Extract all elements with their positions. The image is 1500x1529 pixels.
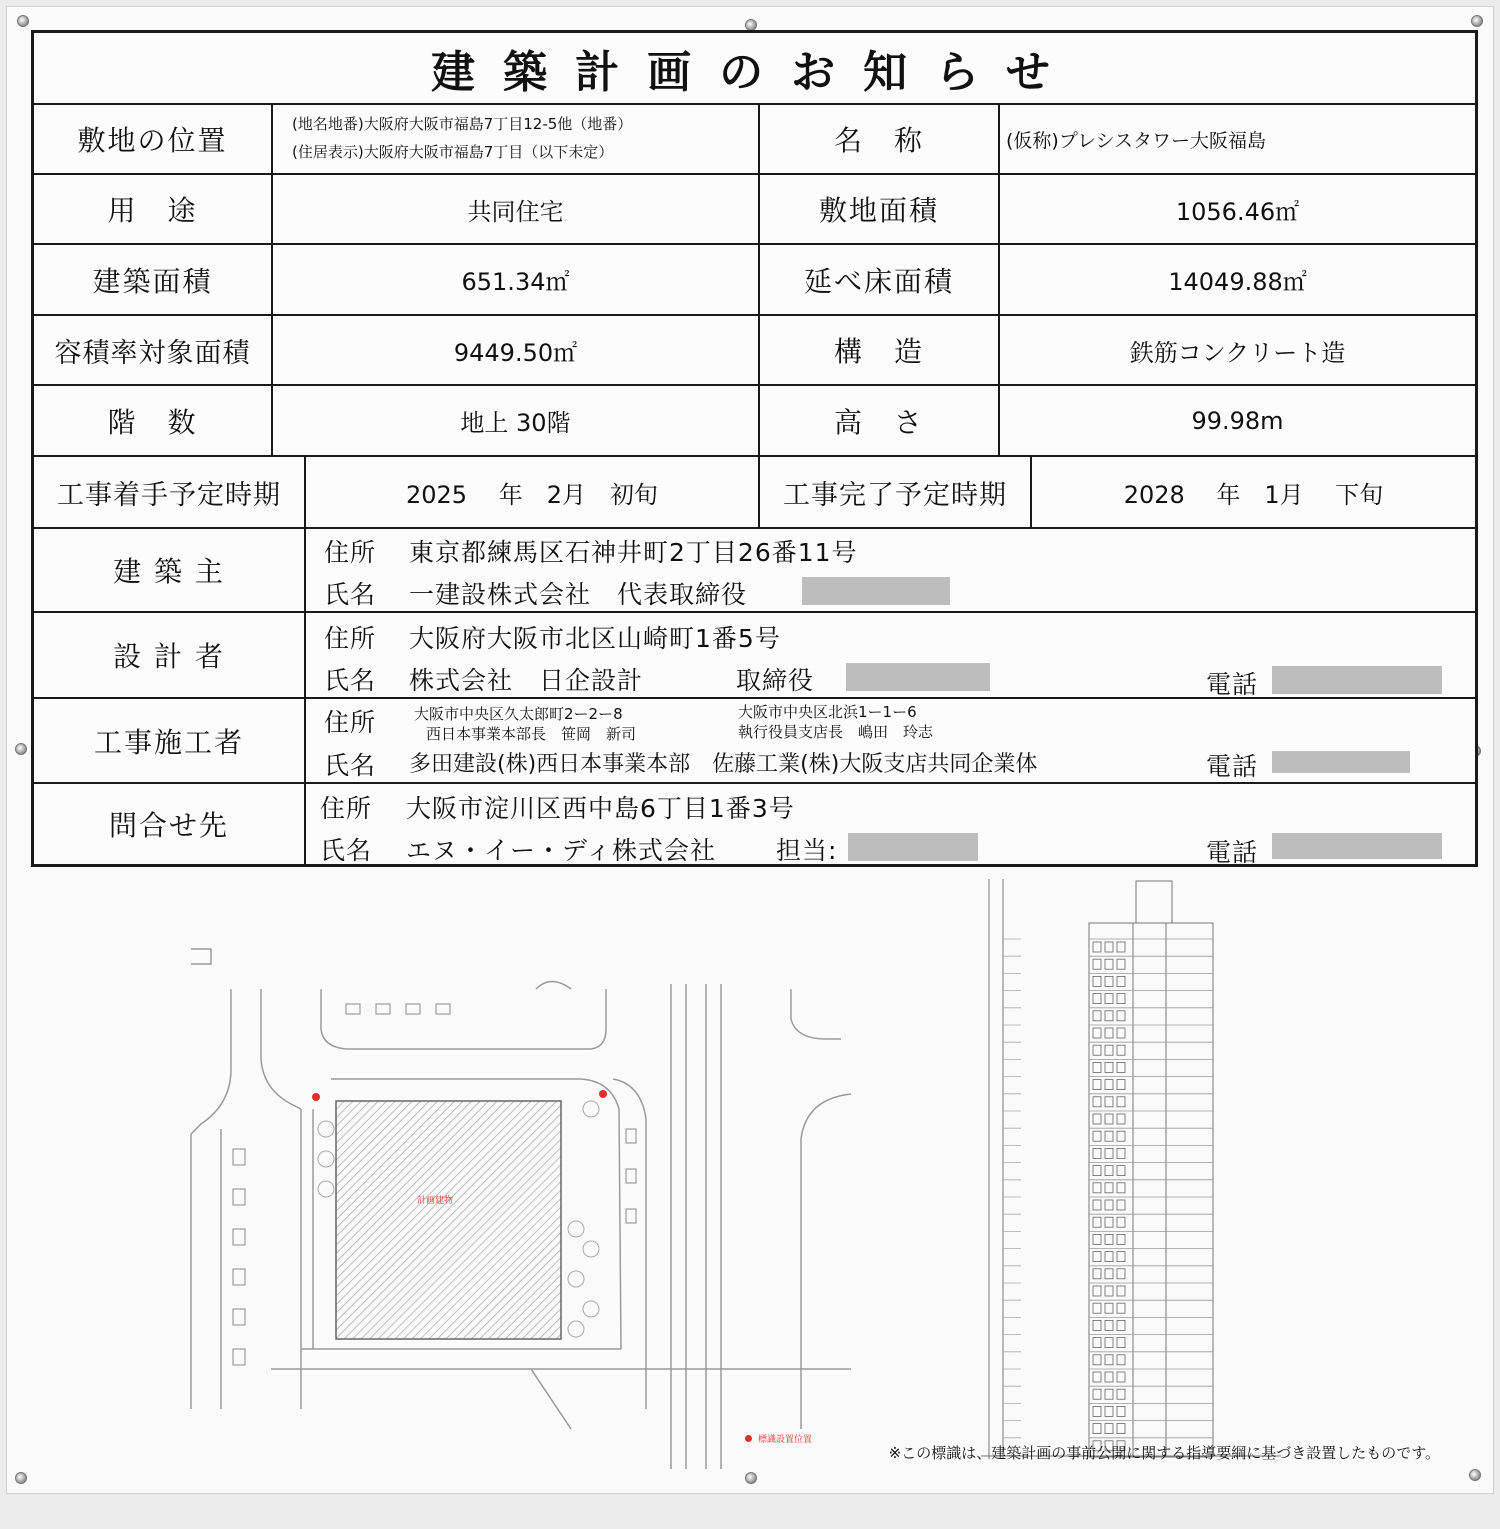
window	[1105, 1028, 1113, 1038]
window	[1093, 1372, 1101, 1382]
legend	[745, 1432, 812, 1445]
inquiry-label: 問合せ先	[108, 809, 229, 842]
name-label: 名 称	[833, 124, 924, 157]
screw-icon	[1471, 15, 1483, 27]
structure-label: 構 造	[833, 335, 924, 368]
window	[1093, 1028, 1101, 1038]
site-location-line: (住居表示)大阪府大阪市福島7丁目（以下未定）	[292, 143, 614, 161]
redacted-name	[802, 577, 950, 605]
window	[1117, 1062, 1125, 1072]
window	[1117, 976, 1125, 986]
window	[1093, 1338, 1101, 1348]
site-location-label: 敷地の位置	[77, 124, 228, 157]
notice-board	[6, 6, 1494, 1494]
owner-name: 一建設株式会社 代表取締役	[409, 580, 748, 609]
inquiry-tel-label: 電話	[1206, 838, 1259, 867]
redacted-phone	[1272, 751, 1410, 773]
window	[1105, 994, 1113, 1004]
window	[1117, 1148, 1125, 1158]
window	[1105, 1372, 1113, 1382]
window	[1117, 1114, 1125, 1124]
window	[1105, 1234, 1113, 1244]
name-value: (仮称)プレシスタワー大阪福島	[1006, 129, 1267, 152]
window	[1093, 1424, 1101, 1434]
window	[1117, 1028, 1125, 1038]
height-label: 高 さ	[833, 405, 924, 439]
window	[1093, 1097, 1101, 1107]
window	[1105, 1389, 1113, 1399]
window	[1105, 1080, 1113, 1090]
footnote: ※この標識は、建築計画の事前公開に関する指導要綱に基づき設置したものです。	[888, 1444, 1440, 1462]
construction-start-value: 2025 年 2月 初旬	[406, 480, 658, 509]
window	[1093, 1045, 1101, 1055]
window	[1093, 1269, 1101, 1279]
contractor-address-2: 大阪市中央区北浜1ー1ー6	[738, 703, 917, 721]
window	[1117, 1045, 1125, 1055]
window	[1093, 1320, 1101, 1330]
redacted-phone	[1272, 666, 1442, 694]
window	[1117, 1252, 1125, 1262]
far-area-label: 容積率対象面積	[54, 337, 251, 369]
window	[1117, 1406, 1125, 1416]
window	[1105, 1114, 1113, 1124]
window	[1105, 1183, 1113, 1193]
window	[1105, 1166, 1113, 1176]
window	[1105, 1062, 1113, 1072]
window	[1093, 994, 1101, 1004]
window	[1105, 1355, 1113, 1365]
floors-label: 階 数	[107, 405, 198, 439]
inquiry-name: エヌ・イー・ディ株式会社	[406, 836, 717, 865]
contractor-name-label: 氏名	[324, 751, 377, 780]
construction-finish-label: 工事完了予定時期	[783, 479, 1007, 511]
owner-name-label: 氏名	[324, 580, 377, 609]
building-area-value: 651.34㎡	[461, 268, 570, 296]
contractor-address-label: 住所	[324, 708, 377, 737]
window	[1093, 1200, 1101, 1210]
window	[1093, 1303, 1101, 1313]
window	[1093, 1148, 1101, 1158]
screw-icon	[15, 743, 27, 755]
site-location-line: (地名地番)大阪府大阪市福島7丁目12-5他（地番）	[292, 115, 633, 133]
window	[1105, 1303, 1113, 1313]
window	[1093, 1234, 1101, 1244]
window	[1117, 1011, 1125, 1021]
redacted-phone	[1272, 833, 1442, 859]
window	[1093, 1080, 1101, 1090]
site-area-label: 敷地面積	[818, 194, 939, 227]
contractor-representative-1: 西日本事業本部長 笹岡 新司	[426, 725, 637, 743]
page-title: 建築計画のお知らせ	[431, 47, 1078, 98]
window	[1117, 1355, 1125, 1365]
owner-address-label: 住所	[324, 538, 377, 567]
window	[1105, 1286, 1113, 1296]
window	[1117, 1166, 1125, 1176]
inquiry-contact-label: 担当:	[776, 836, 838, 865]
screw-icon	[15, 1472, 27, 1484]
window	[1093, 1183, 1101, 1193]
drawing-area	[31, 869, 1478, 1489]
window	[1117, 1320, 1125, 1330]
window	[1093, 1114, 1101, 1124]
redacted-name	[846, 663, 990, 691]
contractor-name: 多田建設(株)西日本事業本部 佐藤工業(株)大阪支店共同企業体	[409, 752, 1038, 777]
inquiry-name-label: 氏名	[320, 836, 373, 865]
window	[1105, 1148, 1113, 1158]
window	[1093, 1252, 1101, 1262]
window	[1093, 1166, 1101, 1176]
window	[1117, 1303, 1125, 1313]
legend-text: 標識設置位置	[758, 1435, 813, 1445]
inquiry-address: 大阪市淀川区西中島6丁目1番3号	[406, 794, 795, 823]
owner-address: 東京都練馬区石神井町2丁目26番11号	[409, 538, 858, 567]
window	[1105, 959, 1113, 969]
window	[1105, 1406, 1113, 1416]
window	[1093, 1217, 1101, 1227]
window	[1117, 1372, 1125, 1382]
window	[1093, 1062, 1101, 1072]
window	[1093, 1011, 1101, 1021]
window	[1105, 1217, 1113, 1227]
window	[1093, 1131, 1101, 1141]
window	[1117, 1234, 1125, 1244]
designer-label: 設 計 者	[113, 640, 225, 673]
window	[1117, 1338, 1125, 1348]
window	[1117, 1217, 1125, 1227]
window	[1105, 1131, 1113, 1141]
inquiry-address-label: 住所	[320, 794, 373, 823]
height-value: 99.98m	[1191, 406, 1284, 435]
construction-start-label: 工事着手予定時期	[57, 479, 281, 511]
window	[1105, 1269, 1113, 1279]
window	[1105, 1097, 1113, 1107]
building-area-label: 建築面積	[92, 264, 213, 298]
window	[1117, 994, 1125, 1004]
far-area-value: 9449.50㎡	[453, 338, 578, 367]
window	[1093, 1286, 1101, 1296]
window	[1117, 1424, 1125, 1434]
window	[1105, 942, 1113, 952]
window	[1105, 1338, 1113, 1348]
window	[1117, 1131, 1125, 1141]
building-tag: 計画建物	[417, 1196, 454, 1206]
window	[1117, 1183, 1125, 1193]
screw-icon	[17, 15, 29, 27]
floors-value: 地上 30階	[460, 409, 571, 437]
window	[1117, 942, 1125, 952]
designer-name: 株式会社 日企設計	[409, 666, 644, 695]
use-label: 用 途	[107, 194, 198, 227]
window	[1117, 1097, 1125, 1107]
window	[1105, 976, 1113, 986]
window	[1093, 942, 1101, 952]
contractor-representative-2: 執行役員支店長 嶋田 玲志	[738, 723, 934, 741]
window	[1093, 976, 1101, 986]
window	[1093, 959, 1101, 969]
designer-address-label: 住所	[324, 624, 377, 653]
building-elevation	[981, 879, 1281, 1479]
window	[1117, 1389, 1125, 1399]
window	[1093, 1389, 1101, 1399]
window	[1105, 1011, 1113, 1021]
window	[1117, 1200, 1125, 1210]
redacted-name	[848, 833, 978, 861]
structure-value: 鉄筋コンクリート造	[1129, 338, 1346, 367]
marker-dot-icon	[745, 1435, 752, 1442]
site-location-value	[292, 113, 632, 162]
window	[1117, 1269, 1125, 1279]
window	[1105, 1045, 1113, 1055]
window	[1105, 1320, 1113, 1330]
window	[1117, 959, 1125, 969]
window	[1105, 1424, 1113, 1434]
notice-table	[31, 30, 1478, 867]
window	[1093, 1406, 1101, 1416]
use-value: 共同住宅	[467, 197, 564, 226]
window	[1105, 1252, 1113, 1262]
contractor-label: 工事施工者	[93, 725, 244, 759]
construction-finish-value: 2028 年 1月 下旬	[1123, 480, 1384, 509]
contractor-address-1: 大阪市中央区久太郎町2ー2ー8	[414, 705, 623, 723]
window	[1117, 1080, 1125, 1090]
total-floor-area-value: 14049.88㎡	[1168, 268, 1307, 296]
total-floor-area-label: 延べ床面積	[803, 264, 954, 298]
site-area-value: 1056.46㎡	[1175, 197, 1300, 226]
window	[1105, 1200, 1113, 1210]
window	[1093, 1355, 1101, 1365]
designer-role: 取締役	[736, 666, 815, 695]
window	[1117, 1286, 1125, 1296]
designer-tel-label: 電話	[1206, 670, 1259, 699]
contractor-tel-label: 電話	[1206, 752, 1259, 781]
owner-label: 建 築 主	[113, 555, 225, 588]
designer-address: 大阪府大阪市北区山崎町1番5号	[409, 624, 781, 653]
designer-name-label: 氏名	[324, 666, 377, 695]
